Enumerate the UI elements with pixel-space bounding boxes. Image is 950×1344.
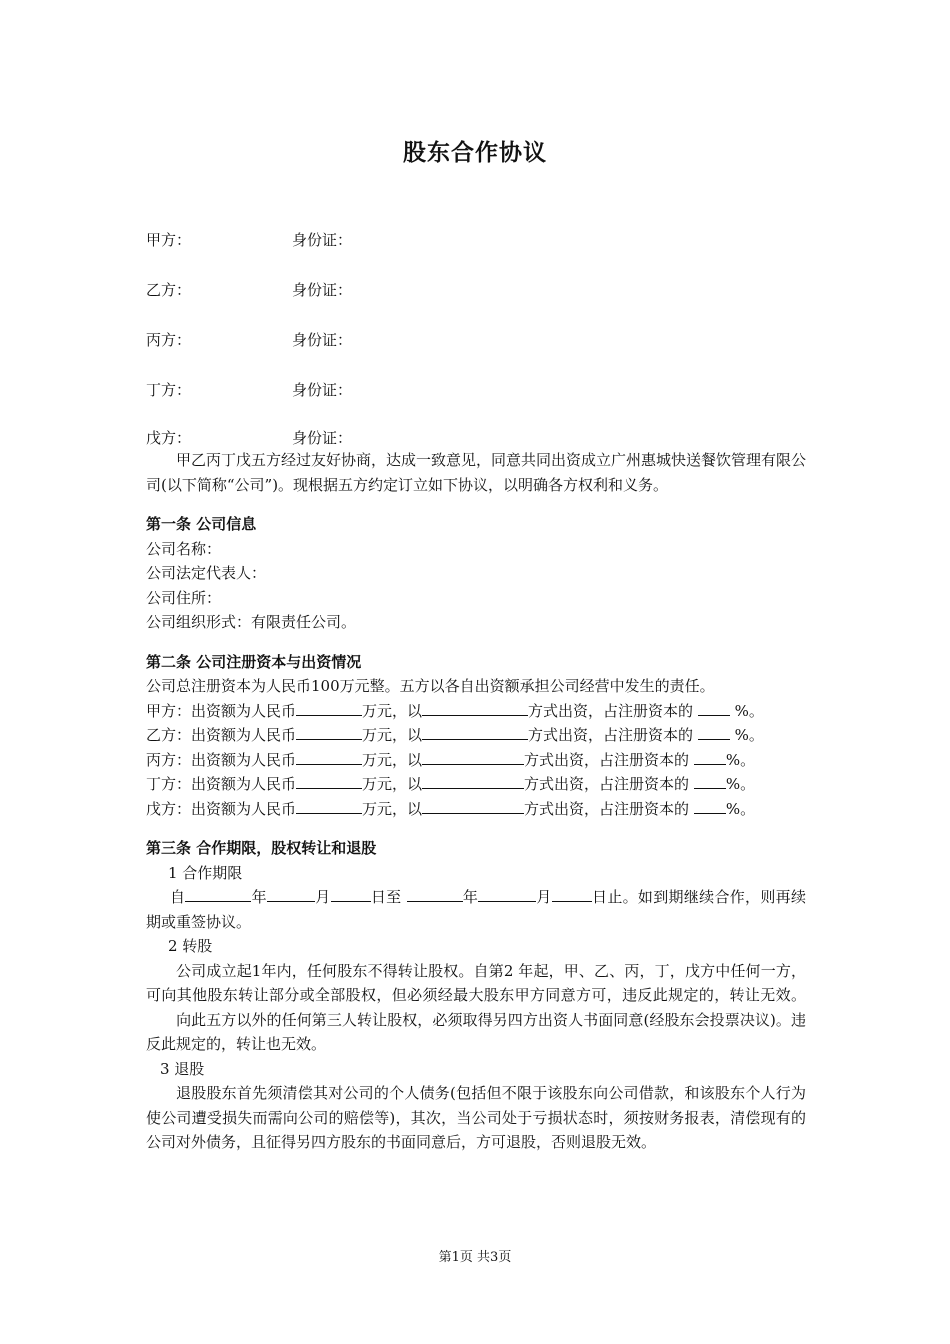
capital-text: 方式出资，占注册资本的: [528, 701, 694, 720]
term-text: 日止。如到期继续合作，则再续期或重签协议。: [146, 888, 806, 931]
term-text: 日至: [370, 888, 402, 906]
id-label: 身份证：: [292, 429, 353, 447]
article-1-heading: 第一条 公司信息: [146, 515, 257, 533]
term-text: 月: [314, 888, 331, 906]
party-label: 丁方：: [146, 381, 192, 399]
method-blank: [422, 723, 528, 740]
capital-text: 万元，以: [362, 799, 423, 818]
start-year-blank: [185, 885, 251, 902]
capital-row-ding: [146, 772, 806, 797]
subsection-withdraw-heading: 3 退股: [160, 1059, 205, 1078]
end-month-blank: [478, 885, 536, 902]
party-row-bing: [146, 329, 352, 350]
amount-blank: [296, 699, 362, 716]
capital-row-bing: [146, 748, 806, 773]
party-label: 乙方：: [146, 281, 192, 299]
capital-text: 出资额为人民币: [191, 701, 297, 720]
id-label: 身份证：: [292, 331, 353, 349]
capital-text: 方式出资，占注册资本的: [524, 775, 690, 793]
capital-text: 方式出资，占注册资本的: [524, 799, 690, 818]
capital-text: %。: [725, 775, 756, 793]
capital-text: 万元，以: [362, 726, 423, 744]
party-row-ding: [146, 379, 352, 400]
capital-text: 出资额为人民币: [191, 726, 297, 744]
withdraw-paragraph: 退股股东首先须清偿其对公司的个人债务(包括但不限于该股东向公司借款，和该股东个人行为使公司遭受损失而需向公司的赔偿等)，其次，当公司处于亏损状态时，须按财务报表，清偿现有的公司对外债务，且征得另四方股东的书面同意后，方可退股，否则退股无效。: [146, 1084, 806, 1151]
percent-blank: [698, 699, 730, 716]
amount-blank: [296, 748, 362, 765]
party-label: 丙方：: [146, 331, 192, 349]
capital-text: %。: [725, 799, 756, 818]
percent-blank: [698, 723, 730, 740]
transfer-text-a: 公司成立起1年内，任何股东不得转让股权。自第2 年起，甲、乙、丙，丁，戊方中任何一方，可向其他股东转让部分或全部股权，但必须经最大股东甲方同意方可，违反此规定的，转让无效。: [146, 961, 806, 1004]
capital-text: 万元，以: [362, 750, 423, 769]
method-blank: [422, 699, 528, 716]
capital-text: 方式出资，占注册资本的: [528, 726, 694, 744]
capital-text: %。: [725, 750, 756, 769]
capital-row-yi: [146, 723, 806, 748]
transfer-paragraph: [146, 959, 806, 1057]
party-label: 丁方：: [146, 775, 192, 793]
id-label: 身份证：: [292, 381, 353, 399]
capital-row-jia: [146, 699, 806, 724]
start-day-blank: [331, 885, 371, 902]
end-day-blank: [552, 885, 592, 902]
id-label: 身份证：: [292, 281, 353, 299]
term-text: 年: [462, 888, 479, 906]
party-label: 戊方：: [146, 429, 192, 447]
term-text: 年: [251, 888, 267, 906]
start-month-blank: [267, 885, 315, 902]
term-text: 自: [170, 888, 186, 906]
article-2-heading: 第二条 公司注册资本与出资情况: [146, 652, 362, 671]
amount-blank: [296, 797, 362, 814]
percent-blank: [694, 748, 726, 765]
company-address-line: 公司住所：: [146, 588, 222, 607]
total-capital-line: 公司总注册资本为人民币100万元整。五方以各自出资额承担公司经营中发生的责任。: [146, 677, 715, 695]
capital-text: %。: [734, 701, 764, 720]
company-name-line: 公司名称：: [146, 539, 222, 558]
percent-blank: [694, 772, 726, 789]
capital-text: 万元，以: [362, 701, 423, 720]
company-form-line: 公司组织形式：有限责任公司。: [146, 613, 357, 631]
capital-text: 出资额为人民币: [191, 750, 297, 769]
amount-blank: [296, 723, 362, 740]
party-label: 丙方：: [146, 750, 192, 769]
method-blank: [422, 772, 524, 789]
party-label: 甲方：: [146, 701, 192, 720]
capital-text: 方式出资，占注册资本的: [524, 750, 690, 769]
document-body: [146, 448, 806, 1155]
method-blank: [422, 748, 524, 765]
capital-text: 出资额为人民币: [191, 799, 297, 818]
document-title: 股东合作协议: [403, 139, 547, 166]
term-paragraph: [146, 885, 806, 934]
legal-rep-line: 公司法定代表人：: [146, 564, 267, 582]
amount-blank: [296, 772, 362, 789]
method-blank: [422, 797, 524, 814]
capital-text: 出资额为人民币: [191, 775, 297, 793]
page-footer: 第1页 共3页: [438, 1250, 512, 1265]
percent-blank: [694, 797, 726, 814]
subsection-term-heading: 1 合作期限: [168, 863, 243, 882]
capital-row-wu: [146, 797, 806, 822]
term-text: 月: [536, 888, 552, 906]
capital-text: %。: [734, 726, 764, 744]
party-row-yi: [146, 279, 352, 300]
transfer-text-b: 向此五方以外的任何第三人转让股权，必须取得另四方出资人书面同意(经股东会投票决议)。违反此规定的，转让也无效。: [146, 1010, 806, 1053]
intro-paragraph: 甲乙丙丁戊五方经过友好协商，达成一致意见，同意共同出资成立广州惠城快送餐饮管理有限公司(以下简称“公司”)。现根据五方约定订立如下协议，以明确各方权利和义务。: [146, 451, 807, 494]
party-label: 乙方：: [146, 726, 192, 744]
end-year-blank: [407, 885, 463, 902]
article-3-heading: 第三条 合作期限，股权转让和退股: [146, 839, 377, 857]
party-row-jia: [146, 229, 352, 250]
id-label: 身份证：: [292, 231, 353, 249]
capital-text: 万元，以: [362, 775, 423, 793]
party-label: 甲方：: [146, 231, 192, 249]
party-row-wu: [146, 427, 352, 448]
subsection-transfer-heading: 2 转股: [168, 937, 213, 955]
party-label: 戊方：: [146, 799, 192, 818]
